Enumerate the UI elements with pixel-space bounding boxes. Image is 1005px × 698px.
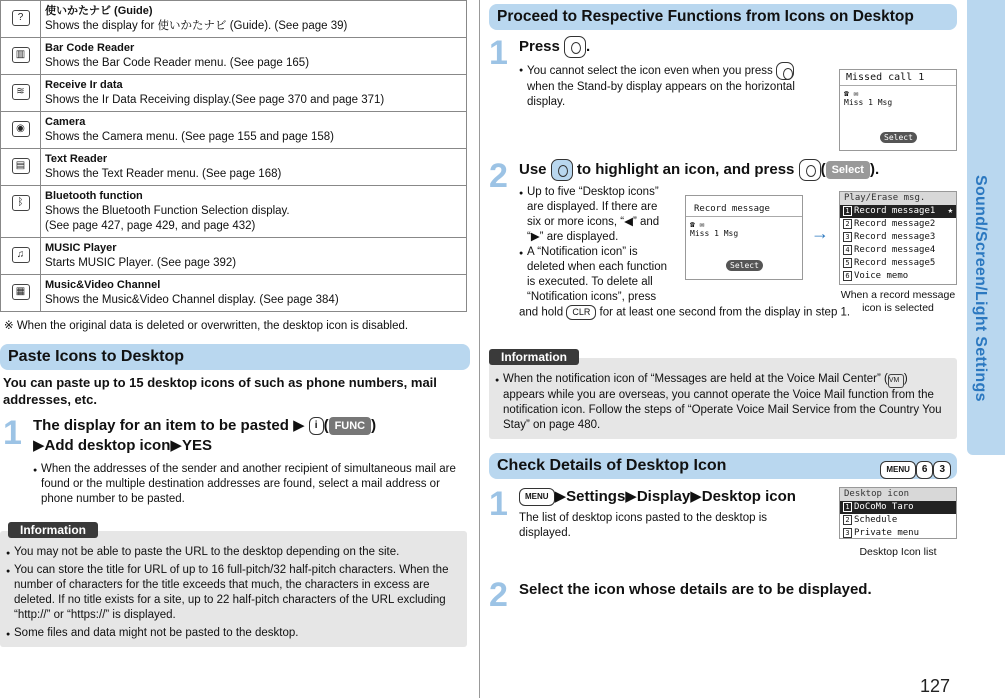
row-label: DoCoMo Taro: [854, 502, 914, 512]
proceed-step-1: [489, 34, 957, 142]
screen-row: [840, 527, 956, 540]
icon-desc: Shows the Bar Code Reader menu. (See page 165): [45, 57, 310, 69]
row-number: 5: [843, 258, 852, 268]
side-tab: [967, 0, 1005, 698]
icon-desc: Shows the Music&Video Channel display. (See page 384): [45, 294, 339, 306]
icon-name: 使いかたナビ (Guide): [45, 5, 153, 17]
paste-step-1: [3, 416, 470, 507]
step-text: to highlight an icon, and press: [576, 160, 795, 178]
voicemail-icon: VM: [888, 374, 904, 388]
icon-desc-cell: [41, 238, 467, 275]
select-softkey: Select: [826, 161, 870, 179]
disabled-note: ※ When the original data is deleted or overwritten, the desktop icon is disabled.: [4, 320, 409, 332]
icon-table-row: [1, 38, 467, 75]
proceed-step-1-bullets: [519, 62, 809, 110]
arrow-icon: ▶: [33, 437, 45, 454]
row-number: 2: [843, 515, 852, 525]
menu-key-icon: MENU: [880, 461, 916, 479]
clr-key-icon: CLR: [566, 305, 596, 320]
screen-rows: [840, 501, 956, 540]
icon-cell: [1, 1, 41, 38]
path-item: Display: [636, 488, 691, 505]
bullet-text: You cannot select the icon even when you press: [527, 65, 773, 78]
paste-step-1-bullets: [33, 462, 470, 507]
shortcut-keys: [880, 457, 951, 483]
multi-key-icon: [551, 159, 573, 181]
tail-text: for at least one second from the display in step 1.: [599, 306, 851, 319]
path-item: Settings: [566, 488, 626, 505]
desktop-icon-screen: [839, 487, 957, 539]
screen-row: [840, 231, 956, 244]
row-label: Record message1: [854, 206, 936, 216]
star-icon: ★: [947, 206, 953, 216]
icon-label: Miss 1: [690, 229, 719, 238]
icon-name: Text Reader: [45, 153, 108, 165]
paste-info-list: [6, 545, 461, 641]
icon-cell: [1, 75, 41, 112]
ir-icon: ≋: [12, 84, 30, 100]
icon-desc-cell: [41, 186, 467, 238]
info-label: Information: [489, 349, 579, 365]
mail-icon: ✉: [699, 220, 705, 229]
proceed-section-heading: Proceed to Respective Functions from Icons on Desktop: [489, 4, 957, 30]
key-6-icon: 6: [916, 461, 934, 479]
desktop-icon-table: [0, 0, 467, 312]
icon-table-row: [1, 112, 467, 149]
screen-title: Record message: [686, 202, 802, 217]
info-text: ) appears while you are overseas, you cannot operate the Voice Mail function from the notification icon. Follow the steps of “Operate Voice Mail Service from the Country You Stay” on page 480.: [503, 373, 942, 431]
icon-desc: Shows the Bluetooth Function Selection display.: [45, 205, 290, 217]
icon-cell: [1, 149, 41, 186]
screen-row: [840, 501, 956, 514]
phone-icon: ☎: [844, 89, 849, 98]
screen-row: [840, 514, 956, 527]
arrow-icon: ▶: [625, 488, 637, 505]
music-video-icon: ▦: [12, 284, 30, 300]
paste-info-box: [0, 523, 467, 647]
row-number: 2: [843, 219, 852, 229]
icon-name: Camera: [45, 116, 86, 128]
side-tab-label: Sound/Screen/Light Settings: [972, 175, 989, 402]
info-item: ● Some files and data might not be pasted to the desktop.: [6, 626, 461, 641]
icon-desc: Shows the Ir Data Receiving display.(See page 370 and page 371): [45, 94, 385, 106]
screen-row: [840, 218, 956, 231]
screen-caption: When a record message icon is selected: [840, 289, 956, 314]
icon-cell: [1, 238, 41, 275]
icon-table-row: [1, 75, 467, 112]
check-step-1: [489, 487, 957, 572]
step-number: 2: [489, 576, 508, 614]
arrow-right-icon: →: [811, 223, 829, 243]
check-step-2: [489, 576, 957, 614]
center-key-icon: [776, 62, 794, 80]
row-label: Record message5: [854, 258, 936, 268]
screen-caption: Desktop Icon list: [859, 546, 937, 558]
step-number: 1: [489, 485, 508, 523]
row-label: Record message3: [854, 232, 936, 242]
info-text: When the notification icon of “Messages are held at the Voice Mail Center” (: [503, 373, 888, 385]
text-reader-icon: ▤: [12, 158, 30, 174]
row-number: 4: [843, 245, 852, 255]
proceed-info-box: [489, 350, 957, 439]
icon-name: MUSIC Player: [45, 242, 117, 254]
play-erase-screen: [839, 191, 957, 285]
icon-desc: Starts MUSIC Player. (See page 392): [45, 257, 237, 269]
info-item: [495, 372, 951, 433]
proceed-info-list: [495, 372, 951, 433]
icon-desc-2: (See page 427, page 429, and page 432): [45, 220, 256, 232]
step-text: Use: [519, 160, 547, 178]
row-label: Record message4: [854, 245, 936, 255]
screen-row: [840, 244, 956, 257]
right-column: [489, 4, 957, 614]
icon-name: Bar Code Reader: [45, 42, 135, 54]
icon-label: Msg: [877, 98, 893, 107]
icon-desc: Shows the Text Reader menu. (See page 168): [45, 168, 282, 180]
icon-desc: Shows the Camera menu. (See page 155 and page 158): [45, 131, 334, 143]
icon-table-row: [1, 1, 467, 38]
center-key-icon: [564, 36, 586, 58]
bullet: ● When the addresses of the sender and another recipient of simultaneous mail are found or the multiple destination addresses are found, select a mail address or phone number to be pasted.: [33, 462, 470, 507]
icon-label: Msg: [723, 229, 739, 238]
guide-icon: ?: [12, 10, 30, 26]
icon-desc-cell: [41, 38, 467, 75]
proceed-step-1-title: Press .: [519, 36, 957, 58]
step-text: Add desktop icon: [44, 437, 171, 454]
screen-icons: [686, 217, 802, 241]
check-step-1-desc: The list of desktop icons pasted to the desktop is displayed.: [519, 512, 768, 539]
bullet: ● A “Notification icon” is deleted when each function is executed. To delete all “Notification icons”, press: [519, 245, 669, 305]
screen-title: Missed call 1: [840, 70, 956, 86]
proceed-step-2-title: Use to highlight an icon, and press ( Select ).: [519, 159, 957, 181]
column-divider: [479, 0, 480, 698]
step-number: 1: [3, 414, 22, 452]
screen-rows: [840, 205, 956, 283]
icon-name: Music&Video Channel: [45, 279, 161, 291]
row-label: Voice memo: [854, 271, 909, 281]
center-key-icon: [799, 159, 821, 181]
page-number: 127: [920, 676, 951, 696]
screen-row: [840, 270, 956, 283]
bluetooth-icon: ᛒ: [12, 195, 30, 211]
paste-step-1-title: The display for an item to be pasted ▶ i ( FUNC ) ▶Add desktop icon▶YES: [33, 417, 377, 454]
select-softkey: Select: [880, 132, 917, 143]
step-number: 1: [489, 34, 508, 72]
step-number: 2: [489, 157, 508, 195]
icon-cell: [1, 275, 41, 312]
mail-icon: ✉: [853, 89, 859, 98]
screen-title: Play/Erase msg.: [840, 192, 956, 205]
paste-intro: You can paste up to 15 desktop icons of such as phone numbers, mail addresses, etc.: [3, 375, 437, 407]
row-label: Record message2: [854, 219, 936, 229]
proceed-step-2: [489, 159, 957, 344]
screen-row: [840, 205, 956, 218]
row-number: 6: [843, 271, 852, 281]
step-text: Press: [519, 37, 560, 55]
path-item: Desktop icon: [701, 488, 796, 505]
i-mode-key-icon: i: [309, 417, 324, 435]
paste-section-heading: Paste Icons to Desktop: [0, 344, 470, 370]
icon-desc-cell: [41, 75, 467, 112]
func-softkey: FUNC: [329, 417, 372, 435]
icon-table-row: [1, 186, 467, 238]
key-3-icon: 3: [933, 461, 951, 479]
camera-icon: ◉: [12, 121, 30, 137]
heading-text: Check Details of Desktop Icon: [497, 457, 727, 474]
info-item: ● You may not be able to paste the URL to the desktop depending on the site.: [6, 545, 461, 560]
icon-cell: [1, 112, 41, 149]
icon-name: Receive Ir data: [45, 79, 123, 91]
screen-title: Desktop icon: [840, 488, 956, 501]
row-label: Schedule: [854, 515, 898, 525]
step-text: YES: [181, 437, 212, 454]
icon-desc-cell: [41, 149, 467, 186]
arrow-icon: ▶: [554, 488, 567, 505]
missed-call-screen: [839, 69, 957, 151]
menu-key-icon: MENU: [519, 488, 555, 506]
check-section-heading: [489, 453, 957, 479]
screen-row: [840, 257, 956, 270]
icon-table-row: [1, 149, 467, 186]
row-number: 1: [843, 502, 852, 512]
select-softkey: Select: [726, 260, 763, 271]
arrow-icon: ▶: [690, 488, 702, 505]
music-icon: ♫: [12, 247, 30, 263]
arrow-icon: ▶: [170, 437, 182, 454]
tail-text: and hold: [519, 306, 564, 319]
bullet: ● Up to five “Desktop icons” are displayed. If there are six or more icons, “◀” and “▶” are displayed.: [519, 185, 669, 245]
icon-table-row: [1, 238, 467, 275]
row-label: Private menu: [854, 528, 920, 538]
row-number: 3: [843, 528, 852, 538]
bullet: [519, 62, 809, 110]
proceed-step-2-bullets: [519, 185, 669, 305]
icon-desc-cell: [41, 1, 467, 38]
icon-cell: [1, 186, 41, 238]
icon-cell: [1, 38, 41, 75]
record-message-screen: [685, 195, 803, 280]
info-item: ● You can store the title for URL of up to 16 full-pitch/32 half-pitch characters. When the number of characters for the title exceeds that much, the characters in excess are deleted. If no title exists for a site, up to 22 half-pitch characters of the URL excluding “http://” or “https://” is displayed.: [6, 563, 461, 623]
row-number: 3: [843, 232, 852, 242]
left-column: [0, 0, 470, 647]
phone-icon: ☎: [690, 220, 695, 229]
bullet-text: when the Stand-by display appears on the horizontal display.: [527, 81, 795, 108]
step-text: The display for an item to be pasted: [33, 417, 289, 434]
icon-desc-cell: [41, 112, 467, 149]
icon-desc-cell: [41, 275, 467, 312]
icon-table-row: [1, 275, 467, 312]
icon-desc: Shows the display for 使いかたナビ (Guide). (See page 39): [45, 20, 348, 32]
info-label: Information: [8, 522, 98, 538]
row-number: 1: [843, 206, 852, 216]
screen-icons: [840, 86, 956, 110]
check-step-2-title: Select the icon whose details are to be displayed.: [519, 581, 872, 598]
icon-name: Bluetooth function: [45, 190, 143, 202]
arrow-icon: ▶: [293, 417, 305, 434]
barcode-icon: ▥: [12, 47, 30, 63]
icon-label: Miss 1: [844, 98, 873, 107]
